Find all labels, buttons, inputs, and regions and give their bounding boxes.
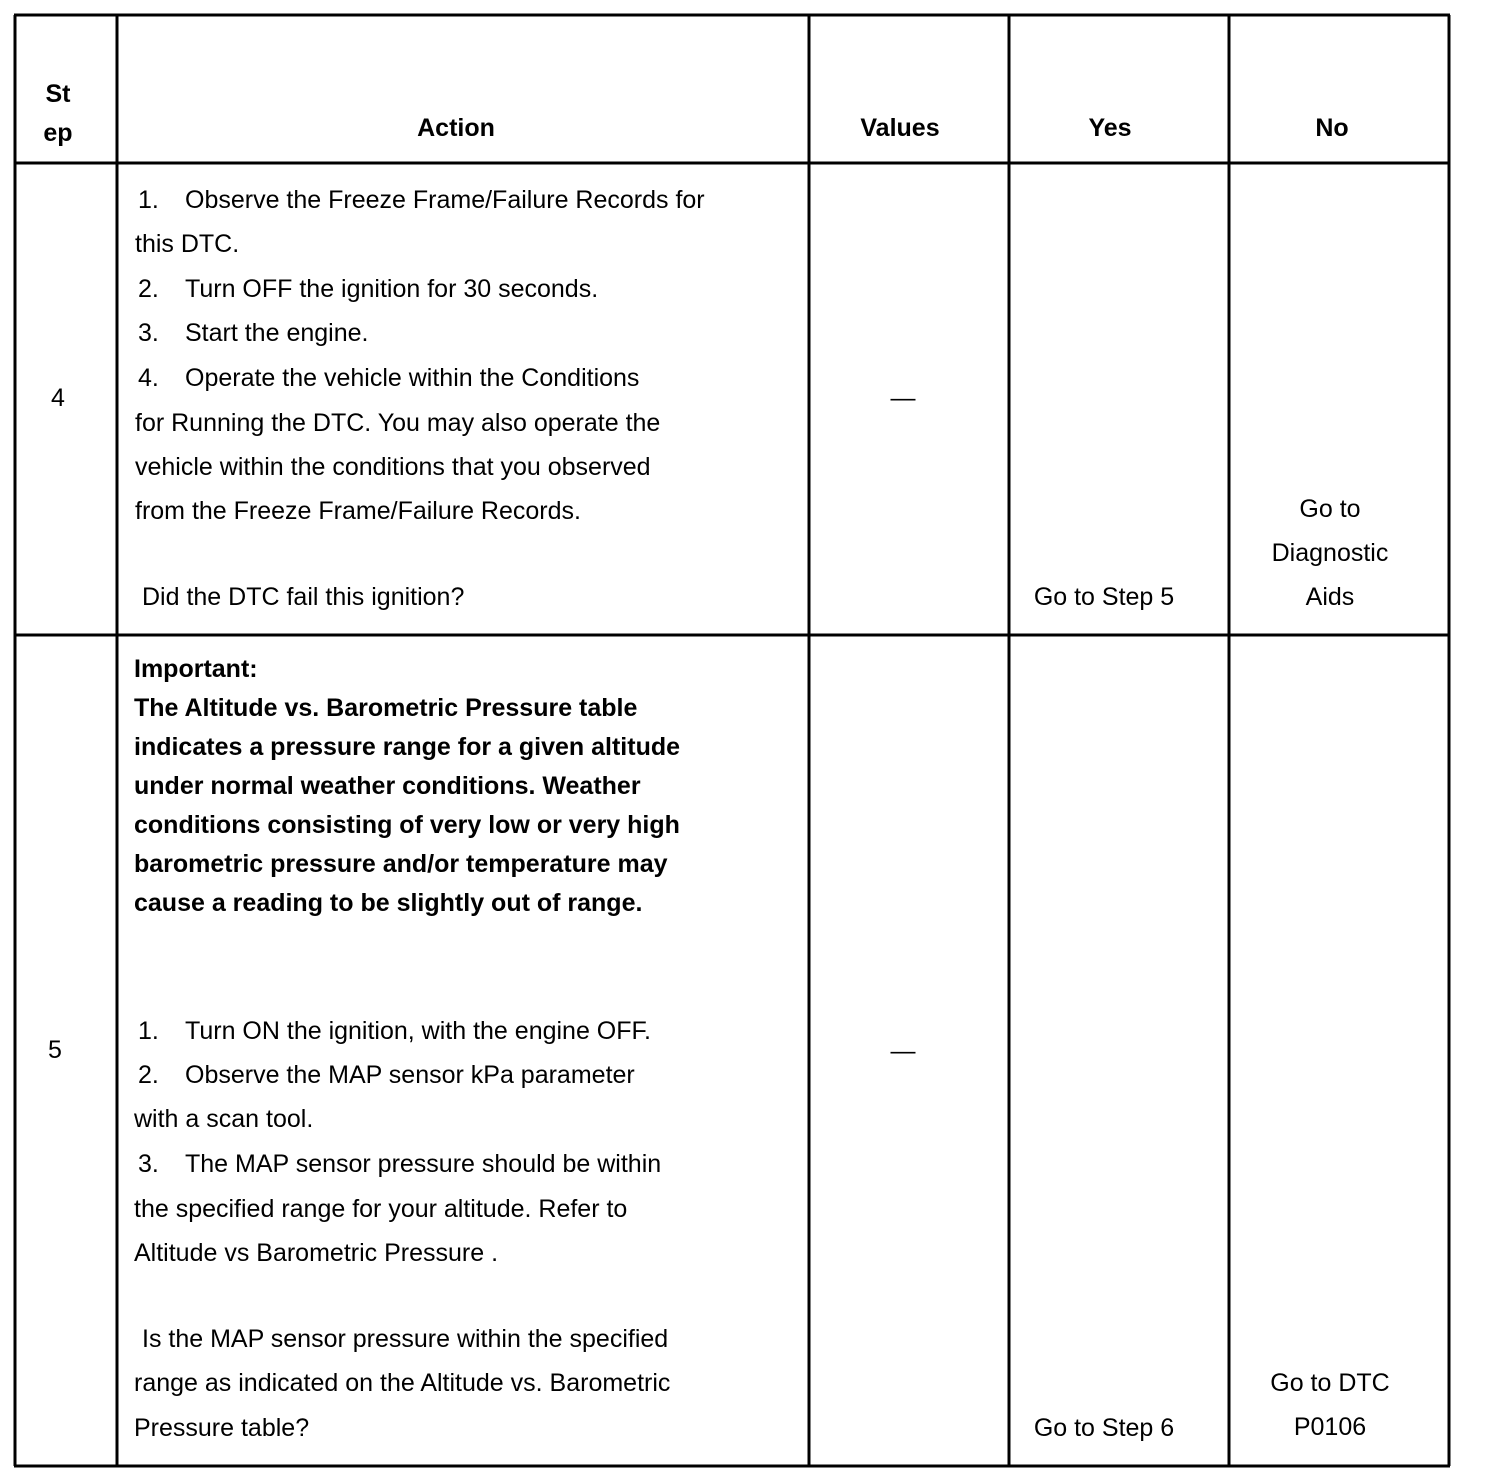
important-line-2: indicates a pressure range for a given altitude xyxy=(134,733,681,761)
row4-item-1-number: 1. xyxy=(138,186,159,214)
row5-no-line-2: P0106 xyxy=(1293,1413,1367,1441)
row4-item-4-cont-3: from the Freeze Frame/Failure Records. xyxy=(135,497,581,525)
row4-no-line-1: Go to xyxy=(1299,495,1361,523)
important-line-4: conditions consisting of very low or very high xyxy=(134,811,680,839)
row5-yes: Go to Step 6 xyxy=(1033,1414,1175,1442)
row4-item-2 xyxy=(138,267,598,311)
row5-question-line-1: Is the MAP sensor pressure within the specified xyxy=(142,1325,669,1353)
row5-item-1 xyxy=(138,1009,651,1053)
row5-no xyxy=(1232,1361,1428,1449)
row4-item-1 xyxy=(138,178,705,222)
header-no: No xyxy=(1315,114,1349,142)
row5-item-3-text: The MAP sensor pressure should be within xyxy=(185,1150,662,1178)
row4-item-2-text: Turn OFF the ignition for 30 seconds. xyxy=(185,275,599,303)
header-action: Action xyxy=(417,114,495,142)
header-step-line-2: ep xyxy=(43,119,73,147)
row5-item-3-number: 3. xyxy=(138,1150,159,1178)
important-line-5: barometric pressure and/or temperature may xyxy=(134,850,668,878)
row4-no-line-2: Diagnostic xyxy=(1271,539,1389,567)
row5-item-3-cont-2: Altitude vs Barometric Pressure . xyxy=(134,1239,499,1267)
important-line-6: cause a reading to be slightly out of range. xyxy=(134,889,643,917)
row5-item-3 xyxy=(138,1142,661,1186)
row4-value: — xyxy=(890,384,916,412)
row4-item-2-number: 2. xyxy=(138,275,159,303)
important-line-1: The Altitude vs. Barometric Pressure table xyxy=(134,694,638,722)
row4-item-4 xyxy=(138,356,639,400)
row5-item-2-number: 2. xyxy=(138,1061,159,1089)
row5-question-line-3: Pressure table? xyxy=(134,1414,310,1442)
header-step xyxy=(18,75,98,153)
row4-item-4-cont-1: for Running the DTC. You may also operate the xyxy=(135,409,661,437)
row4-no-line-3: Aids xyxy=(1305,583,1355,611)
header-step-line-1: St xyxy=(45,80,71,108)
row5-no-line-1: Go to DTC xyxy=(1270,1369,1390,1397)
row5-question-line-2: range as indicated on the Altitude vs. Barometric xyxy=(134,1369,671,1397)
header-values: Values xyxy=(860,114,940,142)
important-line-3: under normal weather conditions. Weather xyxy=(134,772,641,800)
row4-item-3 xyxy=(138,311,368,355)
row4-step: 4 xyxy=(51,384,65,412)
header-yes: Yes xyxy=(1088,114,1132,142)
important-title: Important: xyxy=(134,655,258,683)
row4-item-4-number: 4. xyxy=(138,364,159,392)
row5-item-1-text: Turn ON the ignition, with the engine OFF. xyxy=(185,1017,651,1045)
row4-no xyxy=(1232,487,1428,619)
row4-item-4-cont-2: vehicle within the conditions that you observed xyxy=(135,453,651,481)
row5-item-2-cont: with a scan tool. xyxy=(134,1105,314,1133)
row4-item-4-text: Operate the vehicle within the Conditions xyxy=(185,364,640,392)
row4-item-1-cont: this DTC. xyxy=(135,230,240,258)
row5-item-2-text: Observe the MAP sensor kPa parameter xyxy=(185,1061,635,1089)
row4-item-1-text: Observe the Freeze Frame/Failure Records for xyxy=(185,186,705,214)
row4-question: Did the DTC fail this ignition? xyxy=(142,583,465,611)
row4-yes: Go to Step 5 xyxy=(1033,583,1175,611)
row4-item-3-number: 3. xyxy=(138,319,159,347)
row4-item-3-text: Start the engine. xyxy=(185,319,369,347)
row5-item-3-cont-1: the specified range for your altitude. Refer to xyxy=(134,1195,628,1223)
row5-item-2 xyxy=(138,1053,635,1097)
row5-item-1-number: 1. xyxy=(138,1017,159,1045)
row5-value: — xyxy=(890,1037,916,1065)
row5-step: 5 xyxy=(48,1036,62,1064)
